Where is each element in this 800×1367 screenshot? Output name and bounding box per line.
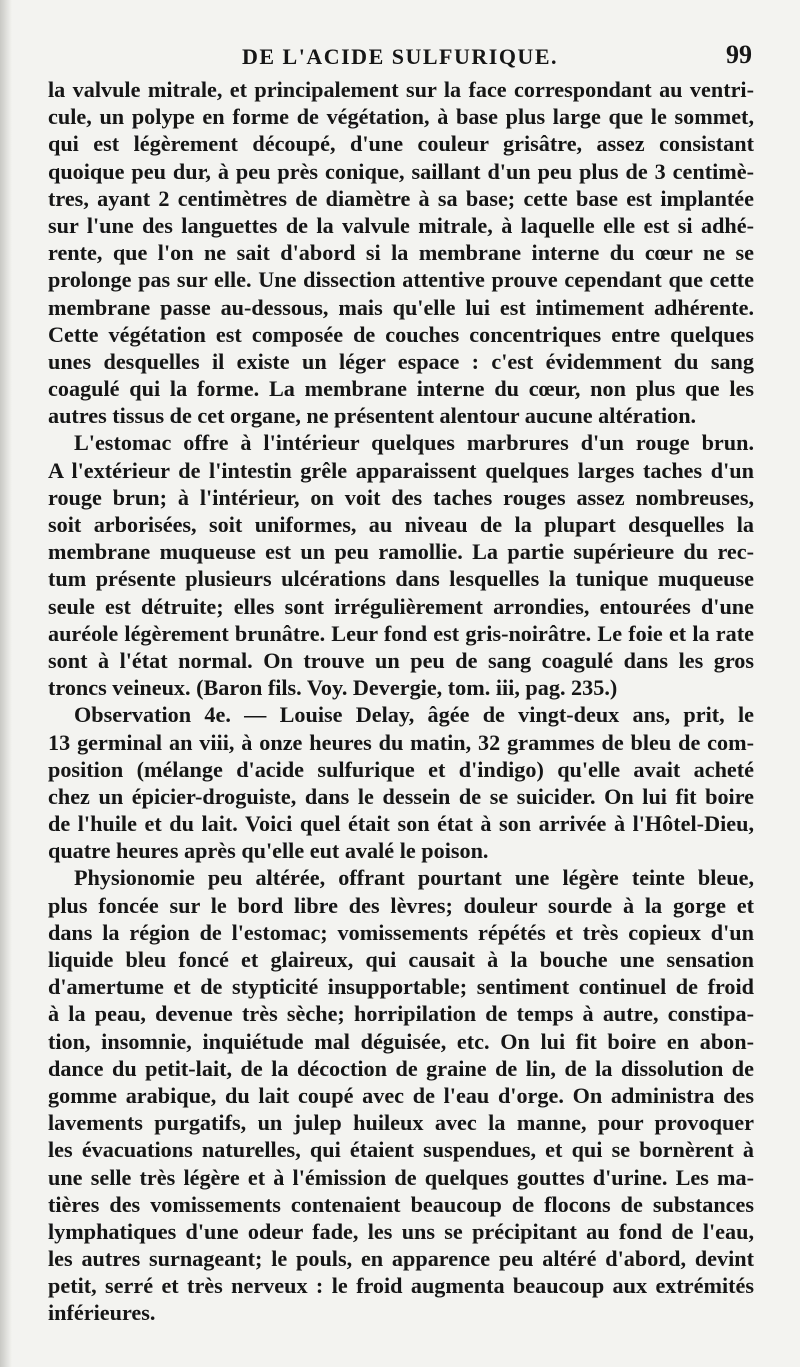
text-line: sur l'une des languettes de la valvule mitrale, à laquelle elle est si adhé- xyxy=(48,212,754,238)
page-header xyxy=(48,40,752,76)
text-line: membrane muqueuse est un peu ramollie. La partie supérieure du rec- xyxy=(48,539,754,565)
text-line: rouge brun; à l'intérieur, on voit des taches rouges assez nombreuses, xyxy=(48,484,754,510)
text-line: une selle très légère et à l'émission de quelques gouttes d'urine. Les ma- xyxy=(48,1164,754,1190)
text-line: chez un épicier-droguiste, dans le dessein de se suicider. On lui fit boire xyxy=(48,783,754,809)
text-line: auréole légèrement brunâtre. Leur fond est gris-noirâtre. Le foie et la rate xyxy=(48,620,754,646)
text-line: sont à l'état normal. On trouve un peu de sang coagulé dans les gros xyxy=(48,647,754,673)
text-line: inférieures. xyxy=(48,1300,156,1326)
text-line: L'estomac offre à l'intérieur quelques marbrures d'un rouge brun. xyxy=(74,430,754,456)
text-line: les évacuations naturelles, qui étaient suspendues, et qui se bornèrent à xyxy=(48,1137,754,1163)
text-line: soit arborisées, soit uniformes, au niveau de la plupart desquelles la xyxy=(48,512,754,537)
text-line: unes desquelles il existe un léger espace : c'est évidemment du sang xyxy=(48,348,754,374)
page-number: 99 xyxy=(726,40,752,69)
text-line: dans la région de l'estomac; vomissements répétés et très copieux d'un xyxy=(48,919,754,945)
text-line: 13 germinal an viii, à onze heures du matin, 32 grammes de bleu de com- xyxy=(48,729,754,755)
text-line: position (mélange d'acide sulfurique et d'indigo) qu'elle avait acheté xyxy=(48,756,754,782)
text-line: la valvule mitrale, et principalement sur la face correspondant au ventri- xyxy=(48,77,754,102)
text-line: dance du petit-lait, de la décoction de graine de lin, de la dissolution de xyxy=(48,1055,754,1081)
text-line: A l'extérieur de l'intestin grêle apparaissent quelques larges taches d'un xyxy=(48,457,754,483)
text-line: qui est légèrement découpé, d'une couleur grisâtre, assez consistant xyxy=(48,131,754,157)
text-line: à la peau, devenue très sèche; horripilation de temps à autre, constipa- xyxy=(48,1001,754,1027)
text-line: quatre heures après qu'elle eut avalé le poison. xyxy=(48,838,489,864)
page-gutter-shadow xyxy=(0,0,12,1367)
text-line: liquide bleu foncé et glaireux, qui causait à la bouche une sensation xyxy=(48,947,754,972)
text-line: prolonge pas sur elle. Une dissection attentive prouve cependant que cette xyxy=(48,267,754,293)
running-title: DE L'ACIDE SULFURIQUE. xyxy=(242,44,558,69)
text-line: d'amertume et de stypticité insupportable; sentiment continuel de froid xyxy=(48,974,754,1000)
text-line: les autres surnageant; le pouls, en apparence peu altéré d'abord, devint xyxy=(48,1246,754,1272)
text-line: tion, insomnie, inquiétude mal déguisée, etc. On lui fit boire en abon- xyxy=(48,1028,754,1054)
text-line: Physionomie peu altérée, offrant pourtant une légère teinte bleue, xyxy=(74,865,754,891)
text-line: de l'huile et du lait. Voici quel était son état à son arrivée à l'Hôtel-Dieu, xyxy=(48,811,754,837)
text-line: troncs veineux. (Baron fils. Voy. Devergie, tom. iii, pag. 235.) xyxy=(48,675,618,701)
text-line: quoique peu dur, à peu près conique, saillant d'un peu plus de 3 centimè- xyxy=(48,158,754,184)
text-line: tum présente plusieurs ulcérations dans lesquelles la tunique muqueuse xyxy=(48,566,754,592)
text-line: autres tissus de cet organe, ne présentent alentour aucune altération. xyxy=(48,403,697,429)
body-text xyxy=(48,76,754,1327)
text-line: lymphatiques d'une odeur fade, les uns se précipitant au fond de l'eau, xyxy=(48,1218,754,1244)
text-line: lavements purgatifs, un julep huileux avec la manne, pour provoquer xyxy=(48,1110,754,1136)
text-line: rente, que l'on ne sait d'abord si la membrane interne du cœur ne se xyxy=(48,240,754,266)
text-line: coagulé qui la forme. La membrane interne du cœur, non plus que les xyxy=(48,376,754,402)
text-line: Cette végétation est composée de couches concentriques entre quelques xyxy=(48,321,754,347)
text-line: cule, un polype en forme de végétation, à base plus large que le sommet, xyxy=(48,104,754,130)
text-line: petit, serré et très nerveux : le froid augmenta beaucoup aux extrémités xyxy=(48,1273,754,1299)
text-line: membrane passe au-dessous, mais qu'elle lui est intimement adhérente. xyxy=(48,294,754,320)
text-line: gomme arabique, du lait coupé avec de l'eau d'orge. On administra des xyxy=(48,1082,754,1108)
text-line: seule est détruite; elles sont irrégulièrement arrondies, entourées d'une xyxy=(48,593,754,619)
text-line: plus foncée sur le bord libre des lèvres; douleur sourde à la gorge et xyxy=(48,892,754,918)
text-line: tières des vomissements contenaient beaucoup de flocons de substances xyxy=(48,1191,754,1217)
text-line: tres, ayant 2 centimètres de diamètre à sa base; cette base est implantée xyxy=(48,185,754,211)
text-line: Observation 4e. — Louise Delay, âgée de vingt-deux ans, prit, le xyxy=(74,702,754,728)
